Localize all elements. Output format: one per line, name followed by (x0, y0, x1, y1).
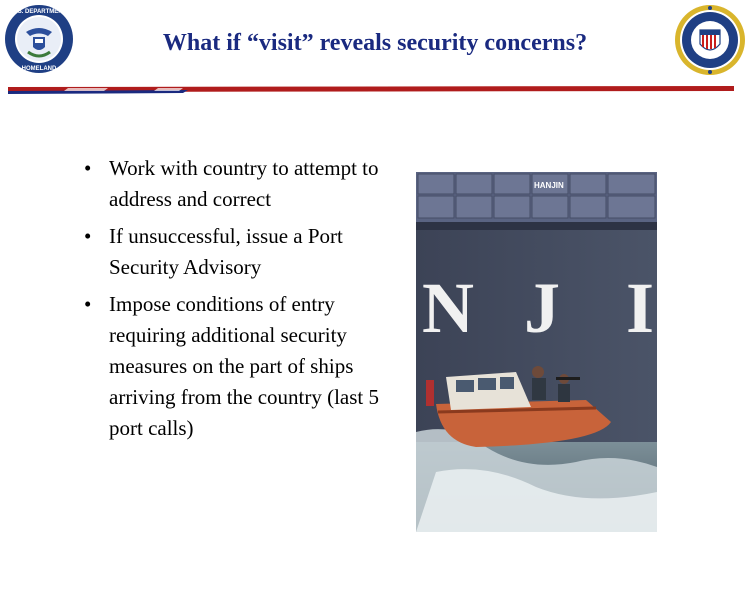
bullet-item (82, 289, 392, 444)
bullet-icon: • (84, 156, 92, 180)
container-text: HANJIN (534, 181, 564, 190)
bullet-item (82, 153, 392, 215)
hull-letter: J (524, 268, 560, 348)
bullet-icon: • (84, 292, 92, 316)
svg-text:U.S. DEPARTMENT: U.S. DEPARTMENT (11, 9, 67, 15)
bullet-list (82, 153, 392, 450)
patrol-boat-photo (416, 172, 657, 532)
slide-title: What if “visit” reveals security concerns? (162, 30, 588, 56)
hull-letter: N (422, 268, 474, 348)
dhs-seal-icon (4, 4, 74, 74)
title-rule (8, 86, 734, 94)
bullet-icon: • (84, 224, 92, 248)
uscg-seal-icon (674, 4, 746, 76)
bullet-text: If unsuccessful, issue a Port Security Advisory (109, 224, 343, 279)
svg-text:HOMELAND: HOMELAND (21, 66, 57, 72)
bullet-text: Work with country to attempt to address and correct (109, 156, 379, 211)
bullet-text: Impose conditions of entry requiring additional security measures on the part of ships arriving from the country (last 5 port calls) (109, 292, 380, 440)
bullet-item (82, 221, 392, 283)
hull-letter: I (626, 268, 655, 348)
